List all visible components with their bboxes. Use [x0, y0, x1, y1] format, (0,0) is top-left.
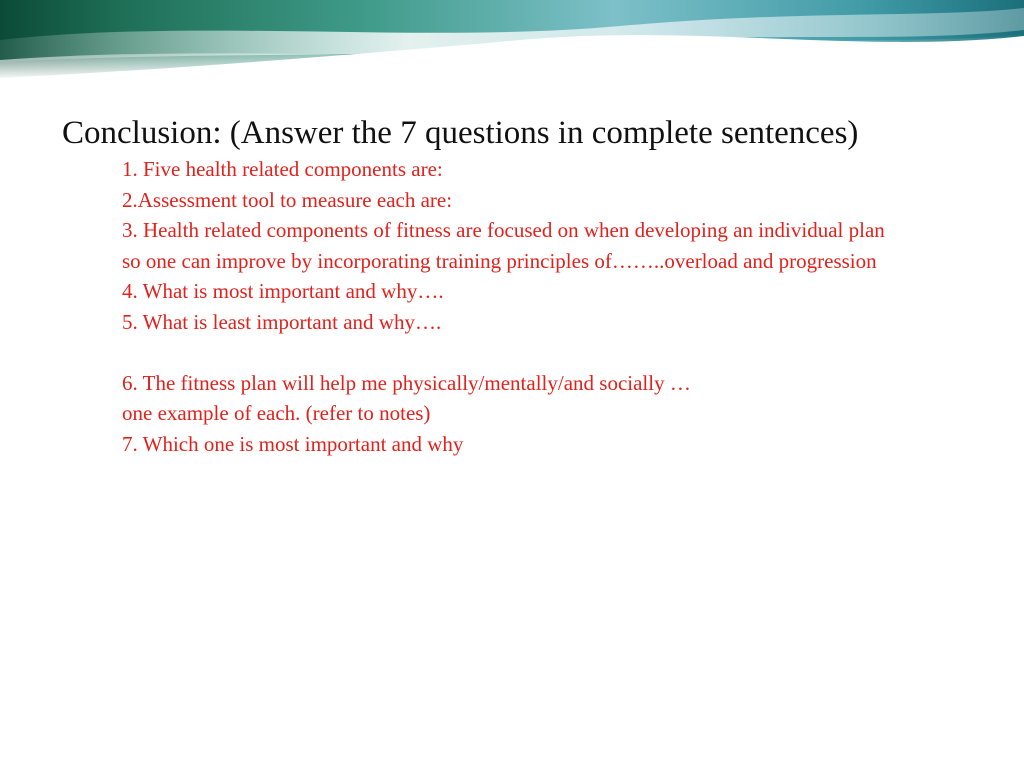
- question-line-6-continued: one example of each. (refer to notes): [122, 401, 431, 425]
- question-line-3-continued: so one can improve by incorporating training principles of……..overload and progression: [122, 248, 877, 273]
- question-line-2: 2.Assessment tool to measure each are:: [122, 187, 453, 212]
- slide-body: [62, 112, 962, 459]
- question-line-3: 3. Health related components of fitness are focused on when developing an individual plan: [122, 218, 885, 242]
- question-line-4: 4. What is most important and why….: [122, 279, 444, 303]
- header-wave-banner: [0, 0, 1024, 80]
- question-line-7: 7. Which one is most important and why: [122, 431, 464, 456]
- question-line-5: 5. What is least important and why….: [122, 309, 442, 334]
- blank-line: [122, 337, 962, 368]
- question-line-1: 1. Five health related components are:: [122, 157, 443, 181]
- question-list: [62, 154, 962, 459]
- slide-heading: Conclusion: (Answer the 7 questions in complete sentences): [62, 115, 859, 151]
- question-line-6: 6. The fitness plan will help me physically/mentally/and socially …: [122, 370, 691, 395]
